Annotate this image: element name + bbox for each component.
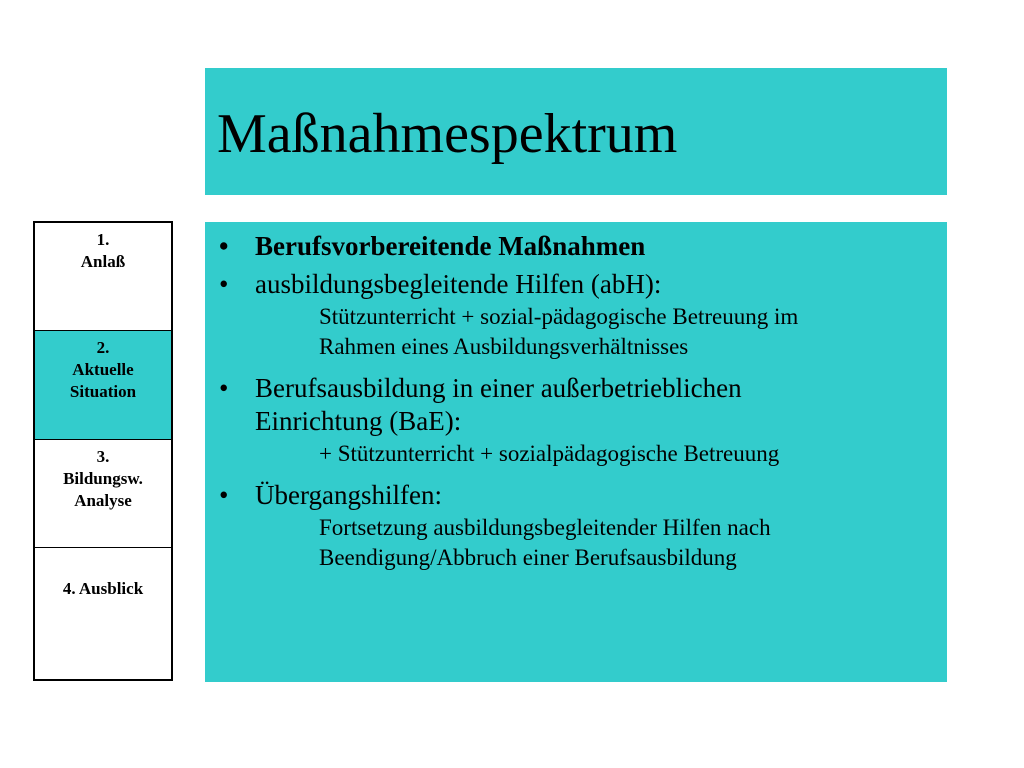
sub-line: Beendigung/Abbruch einer Berufsausbildung	[319, 545, 737, 570]
bullet-glyph: •	[219, 231, 229, 261]
sub-text	[215, 439, 927, 469]
sub-line: Rahmen eines Ausbildungsverhältnisses	[319, 334, 689, 359]
nav-item-bildungsw-analyse[interactable]	[35, 440, 171, 548]
bullet-glyph: •	[219, 269, 229, 299]
sub-line: Fortsetzung ausbildungsbegleitender Hilfen nach	[319, 515, 771, 540]
nav-item-anlass[interactable]	[35, 223, 171, 331]
nav-item-number: 2.	[96, 338, 110, 358]
sub-line: Stützunterricht + sozial-pädagogische Betreuung im	[319, 304, 799, 329]
title-banner	[205, 68, 947, 195]
bullet-glyph: •	[219, 480, 229, 510]
nav-item-aktuelle-situation[interactable]	[35, 331, 171, 439]
sub-line: + Stützunterricht + sozialpädagogische Betreuung	[319, 441, 780, 466]
sub-text	[215, 513, 927, 573]
content-panel	[205, 222, 947, 682]
bullet-item	[215, 230, 927, 263]
nav-item-label: Anlaß	[80, 252, 126, 271]
nav-item-label: Analyse	[74, 490, 132, 510]
nav-item-number: 3.	[96, 446, 110, 466]
nav-item-label: 4. Ausblick	[62, 578, 144, 598]
bullet-text: Übergangshilfen:	[255, 480, 442, 510]
bullet-text: Berufsvorbereitende Maßnahmen	[255, 231, 646, 261]
nav-item-label: Situation	[69, 382, 137, 402]
section-nav	[33, 221, 173, 681]
nav-item-ausblick[interactable]	[35, 548, 171, 679]
nav-item-label: Bildungsw.	[63, 468, 143, 488]
bullet-item	[215, 268, 927, 301]
sub-text	[215, 302, 927, 362]
nav-item-label: Aktuelle	[72, 360, 134, 380]
nav-item-number: 1.	[96, 230, 110, 249]
bullet-item	[215, 372, 927, 438]
bullet-text: ausbildungsbegleitende Hilfen (abH):	[255, 269, 662, 299]
bullet-text-line: Berufsausbildung in einer außerbetrieblichen	[255, 373, 742, 403]
slide-title: Maßnahmespektrum	[217, 103, 678, 165]
bullet-glyph: •	[219, 373, 229, 403]
bullet-text-line: Einrichtung (BaE):	[255, 406, 462, 436]
bullet-item	[215, 479, 927, 512]
